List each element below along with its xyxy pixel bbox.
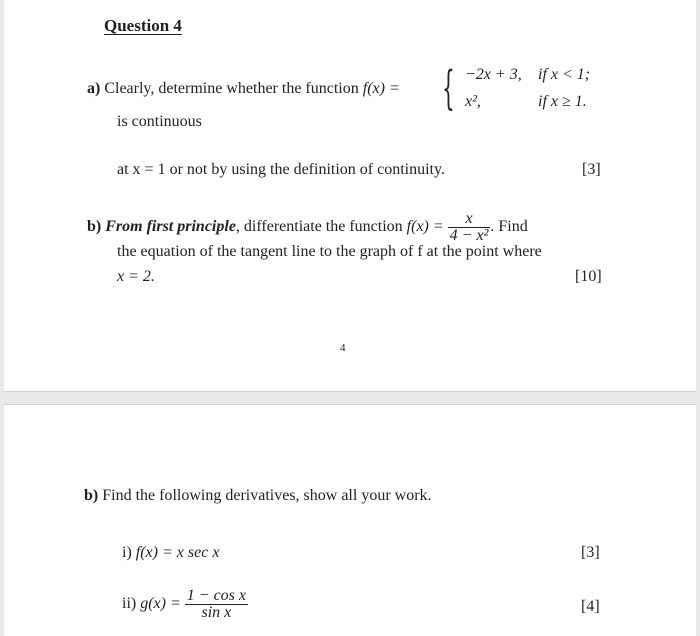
case-1-expression: −2x + 3,: [465, 66, 522, 83]
item-2: [122, 588, 248, 621]
page-2-part-b-text: Find the following derivatives, show all your work.: [102, 487, 432, 504]
item-1: [122, 544, 219, 562]
part-a-line-2: is continuous: [117, 113, 202, 130]
item-1-marks: [3]: [581, 544, 600, 561]
part-a-intro: Clearly, determine whether the function: [104, 80, 359, 97]
item-2-label: ii): [122, 595, 137, 613]
part-b-label: b): [87, 218, 102, 236]
page-number: 4: [340, 342, 346, 354]
part-a-line-3: at x = 1 or not by using the definition of continuity.: [117, 161, 445, 178]
page-1: [4, 0, 696, 392]
item-2-denominator: sin x: [201, 604, 232, 621]
part-b-find: . Find: [490, 218, 528, 236]
piecewise-brace: {: [442, 60, 455, 116]
page-2-part-b: [84, 487, 432, 505]
item-2-numerator: 1 − cos x: [186, 587, 247, 604]
item-1-expression: f(x) = x sec x: [135, 544, 220, 561]
part-b-fraction: [448, 211, 491, 244]
part-b-function-lhs: f(x) =: [406, 218, 444, 236]
item-2-lhs: g(x) =: [140, 595, 181, 613]
page-2-part-b-label: b): [84, 487, 99, 504]
fraction-numerator: x: [448, 211, 491, 228]
question-heading: Question 4: [104, 16, 182, 35]
part-b-line-3: x = 2.: [117, 268, 155, 285]
part-a-text: [87, 80, 400, 98]
part-b-lead: From first principle: [105, 218, 236, 236]
case-1-condition: if x < 1;: [538, 66, 591, 83]
page-2: [4, 404, 696, 636]
fraction-denominator: 4 − x²: [449, 227, 489, 244]
part-b-intro: , differentiate the function: [235, 218, 403, 236]
case-2-expression: x²,: [465, 93, 481, 110]
part-a-marks: [3]: [582, 161, 601, 178]
case-2-condition: if x ≥ 1.: [538, 93, 587, 110]
item-2-marks: [4]: [581, 598, 600, 615]
item-2-fraction: [185, 588, 248, 621]
item-1-label: i): [122, 544, 132, 561]
part-b-line-2: the equation of the tangent line to the graph of f at the point where: [117, 243, 542, 260]
part-a-label: a): [87, 80, 101, 97]
part-b-line-1: [87, 211, 528, 244]
part-b-marks: [10]: [575, 268, 602, 285]
part-a-function-lhs: f(x) =: [362, 80, 400, 97]
